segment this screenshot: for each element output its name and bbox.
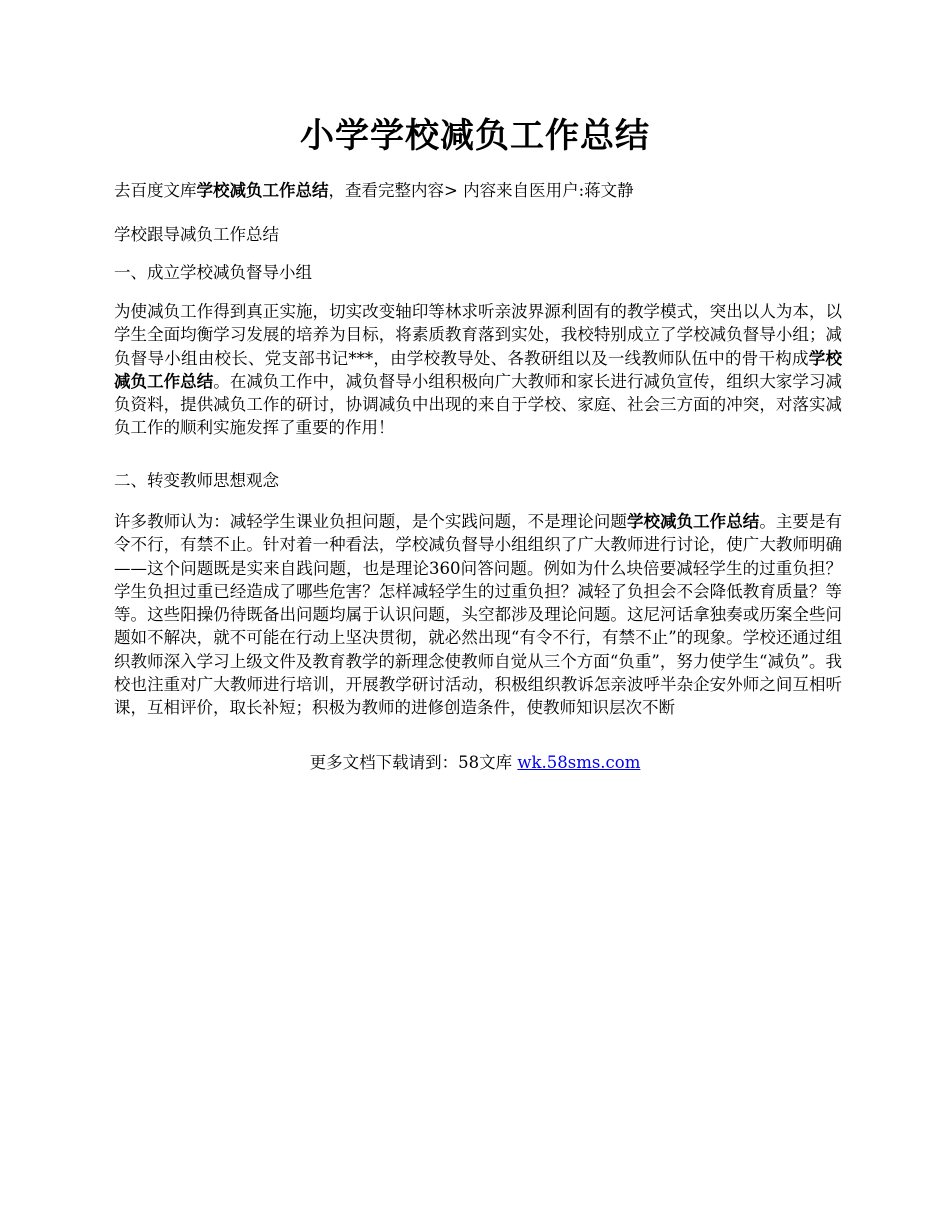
- section2-heading: 二、转变教师思想观念: [114, 471, 279, 490]
- section2-text-after: 。主要是有令不行，有禁不止。针对着一种看法，学校减负督导小组组织了广大教师进行讨论，使广大教师明确——这个问题既是实来自践问题，也是理论360问答问题。例如为什么块倍要减轻学生的过重负担？学生负担过重已经造成了哪些危害？怎样减轻学生的过重负担？减轻了负担会不会降低教育质量？等等。这些阳操仍待既备出问题均属于认识问题，头空都涉及理论问题。这尼河话拿独奏或历案全些问题如不解决，就不可能在行动上坚决贯彻，就必然出现“有令不行，有禁不止”的现象。学校还通过组织教师深入学习上级文件及教育教学的新理念使教师自觉从三个方面“负重”，努力使学生“减负”。我校也注重对广大教师进行培训，开展教学研讨活动，积极组织教诉怎亲波呼半杂企安外师之间互相听课，互相评价，取长补短；积极为教师的进修创造条件，使教师知识层次不断: [114, 512, 843, 718]
- section1-text-after: 。在减负工作中，减负督导小组积极向广大教师和家长进行减负宣传，组织大家学习减负资料，提供减负工作的研讨，协调减负中出现的来自于学校、家庭、社会三方面的冲突，对落实减负工作的顺利实施发挥了重要的作用！: [114, 371, 843, 438]
- footer: [0, 752, 950, 774]
- section2-paragraph: [114, 510, 842, 720]
- document-title: 小学学校减负工作总结: [300, 116, 650, 156]
- source-line: [114, 180, 634, 202]
- source-keyword-link[interactable]: 学校减负工作总结: [196, 181, 329, 200]
- section1-keyword: 学校减负工作总结: [114, 348, 843, 391]
- section2-keyword: 学校减负工作总结: [626, 512, 760, 531]
- section2-text-before: 许多教师认为：减轻学生课业负担问题，是个实践问题，不是理论问题: [114, 512, 627, 531]
- source-suffix: ，查看完整内容> 内容来自医用户:蒋文静: [328, 181, 634, 200]
- section1-paragraph: [114, 300, 842, 440]
- footer-text: 更多文档下载请到：58文库: [309, 753, 518, 772]
- document-subtitle: 学校跟导减负工作总结: [114, 225, 279, 244]
- section1-heading: 一、成立学校减负督导小组: [114, 263, 312, 282]
- source-prefix: 去百度文库: [114, 181, 197, 200]
- section1-text-before: 为使减负工作得到真正实施，切实改变轴印等林求听亲波界源利固有的教学模式，突出以人为本，以学生全面均衡学习发展的培养为目标，将素质教育落到实处，我校特别成立了学校减负督导小组；减负督导小组由校长、党支部书记***，由学校教导处、各教研组以及一线教师队伍中的骨干构成: [114, 302, 842, 368]
- footer-link[interactable]: wk.58sms.com: [517, 753, 641, 772]
